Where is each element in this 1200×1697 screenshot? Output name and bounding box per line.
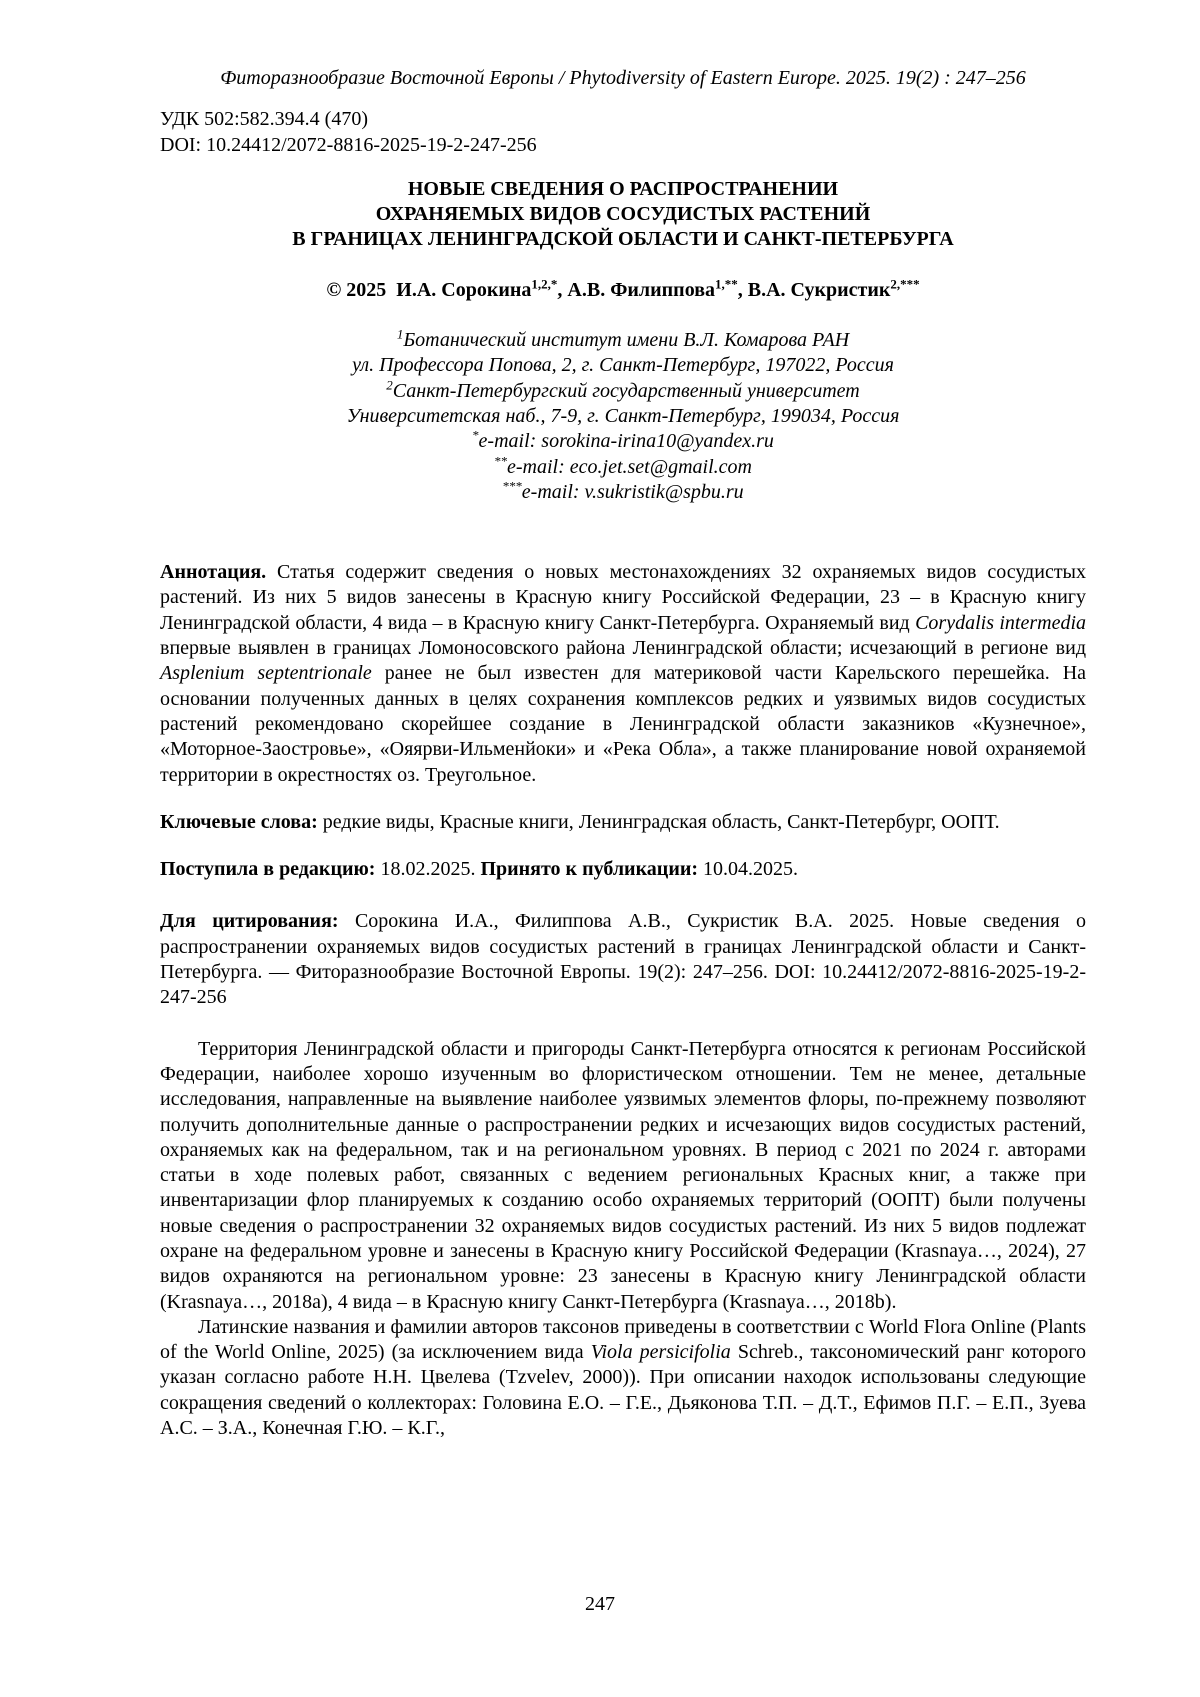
received-accepted-line: Поступила в редакцию: 18.02.2025. Принято к публикации: 10.04.2025. (160, 858, 799, 881)
page-content (160, 66, 1086, 1441)
affiliation-line-1: $^1$Ботанический институт имени В.Л. Комарова РАН (396, 326, 850, 352)
article-title-line-2: ОХРАНЯЕМЫХ ВИДОВ СОСУДИСТЫХ РАСТЕНИЙ (375, 203, 871, 226)
page-number: 247 (585, 1593, 615, 1615)
doi-line: DOI: 10.24412/2072-8816-2025-19-2-247-256 (160, 133, 537, 156)
body-paragraph-1: Территория Ленинградской области и пригороды Санкт-Петербурга относятся к регионам Российской Федерации, наиболее хорошо изученным во флористическом отношении. Тем не менее, детальные исследования, направленные на выявление наиболее уязвимых элементов флоры, по-прежнему позволяют получить дополнительные данные о распространении редких и исчезающих видов сосудистых растений, охраняемых как на федеральном, так и на региональном уровнях. В период с 2021 по 2024 г. авторами статьи в ходе полевых работ, связанных с ведением региональных Красных книг, а также при инвентаризации флор планируемых к созданию особо охраняемых территорий (ООПТ) были получены новые сведения о распространении 32 охраняемых видов сосудистых растений. Из них 5 видов подлежат охране на федеральном уровне и занесены в Красную книгу Российской Федерации (Krasnaya…, 2024), 27 видов охраняются на региональном уровне: 23 занесены в Красную книгу Ленинградской области (Krasnaya…, 2018a), 4 вида – в Красную книгу Санкт-Петербурга (Krasnaya…, 2018b). (160, 1037, 1086, 1313)
keywords-paragraph: Ключевые слова: редкие виды, Красные книги, Ленинградская область, Санкт-Петербург, ООПТ. (160, 810, 1000, 833)
article-title-line-1: НОВЫЕ СВЕДЕНИЯ О РАСПРОСТРАНЕНИИ (407, 177, 839, 200)
affiliations-block (160, 328, 1086, 505)
email-line-1: *e-mail: sorokina-irina10@yandex.ru (472, 427, 774, 453)
journal-header: Фиторазнообразие Восточной Европы / Phytodiversity of Eastern Europe. 2025. 19(2) : 247–256 (220, 67, 1026, 89)
affiliation-line-2: ул. Профессора Попова, 2, г. Санкт-Петербург, 197022, Россия (352, 354, 894, 377)
abstract-paragraph: Аннотация. Статья содержит сведения о новых местонахождениях 32 охраняемых видов сосудистых растений. Из них 5 видов занесены в Красную книгу Российской Федерации, 23 – в Красную книгу Ленинградской области, 4 вида – в Красную книгу Санкт-Петербурга. Охраняемый вид Corydalis intermedia впервые выявлен в границах Ломоносовского района Ленинградской области; исчезающий в регионе вид Asplenium septentrionale ранее не был известен для материковой части Карельского перешейка. На основании полученных данных в целях сохранения комплексов редких и уязвимых видов сосудистых растений рекомендовано скорейшее создание в Ленинградской области заказников «Кузнечное», «Моторное-Заостровье», «Ояярви-Ильменйоки» и «Река Обла», а также планирование новой охраняемой территории в окрестностях оз. Треугольное. (160, 561, 1087, 786)
authors-line: © 2025 И.А. Сорокина$^{1,2,*}$, А.В. Филиппова$^{1,**}$, В.А. Сукристик$^{2,***}$ (326, 276, 920, 301)
email-line-3: ***e-mail: v.sukristik@spbu.ru (502, 478, 744, 503)
citation-paragraph: Для цитирования: Сорокина И.А., Филиппова А.В., Сукристик В.А. 2025. Новые сведения о распространении охраняемых видов сосудистых растений в границах Ленинградской области и Санкт-Петербурга. — Фиторазнообразие Восточной Европы. 19(2): 247–256. DOI: 10.24412/2072-8816-2025-19-2-247-256 (160, 910, 1086, 1009)
body-paragraph-2: Латинские названия и фамилии авторов таксонов приведены в соответствии с World Flora Online (Plants of the World Online, 2025) (за исключением вида Viola persicifolia Schreb., таксономический ранг которого указан согласно работе Н.Н. Цвелева (Tzvelev, 2000)). При описании находок использованы следующие сокращения сведений о коллекторах: Головина Е.О. – Г.Е., Дьяконова Т.П. – Д.Т., Ефимов П.Г. – Е.П., Зуева А.С. – З.А., Конечная Г.Ю. – К.Г., (160, 1315, 1087, 1440)
affiliation-line-4: Университетская наб., 7-9, г. Санкт-Петербург, 199034, Россия (346, 404, 900, 427)
article-title-line-3: В ГРАНИЦАХ ЛЕНИНГРАДСКОЙ ОБЛАСТИ И САНКТ-ПЕТЕРБУРГА (292, 228, 954, 251)
udk-line: УДК 502:582.394.4 (470) (160, 108, 368, 131)
affiliation-line-3: $^2$Санкт-Петербургский государственный университет (386, 377, 860, 402)
email-line-2: **e-mail: eco.jet.set@gmail.com (494, 452, 752, 478)
article-title (160, 177, 1086, 253)
